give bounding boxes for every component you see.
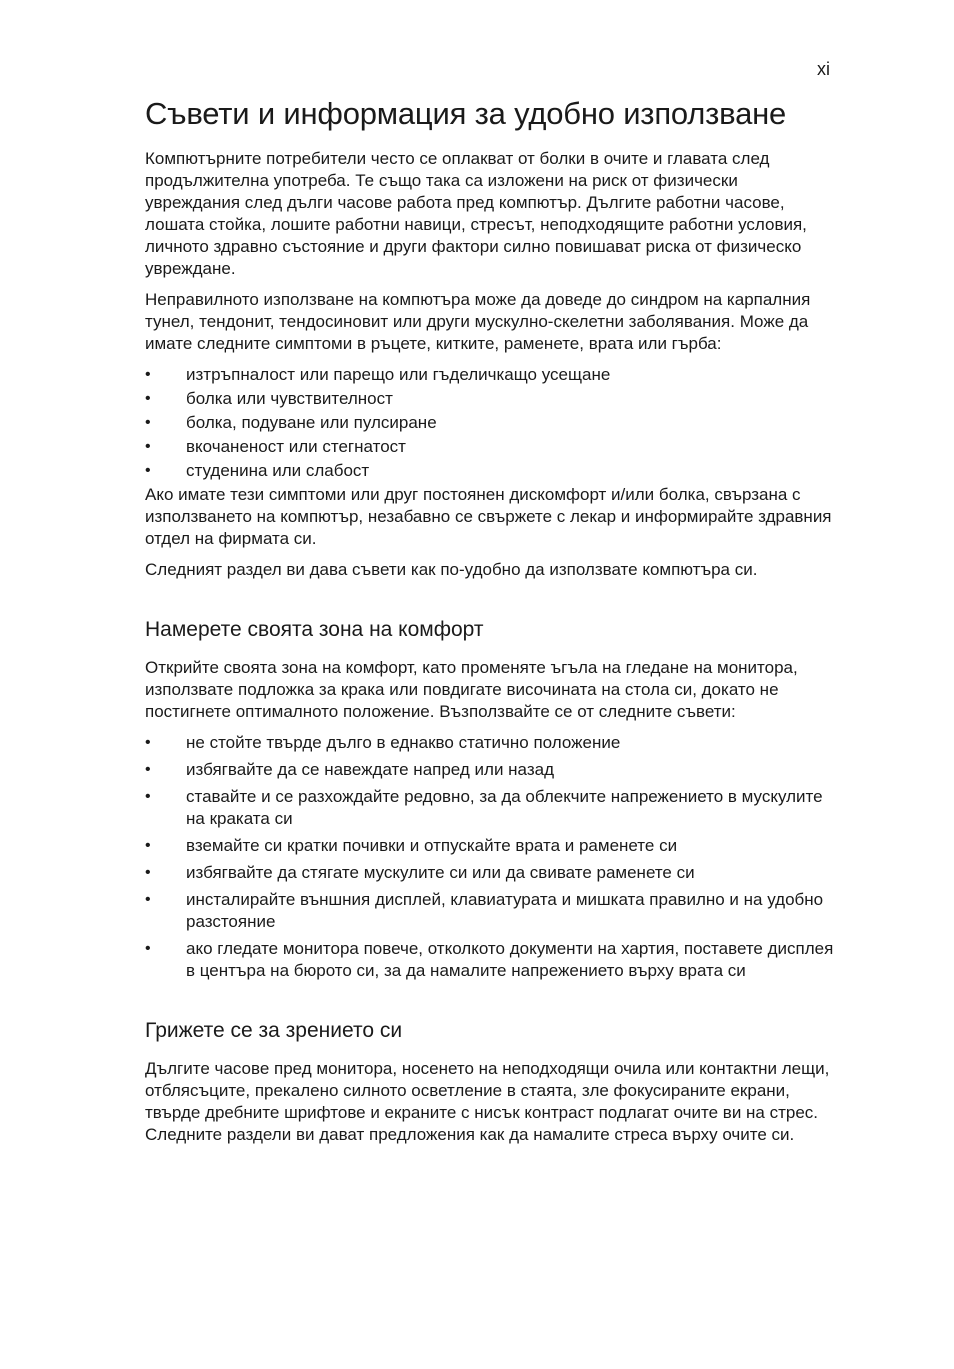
list-item xyxy=(145,835,835,857)
section-heading-comfort: Намерете своята зона на комфорт xyxy=(145,618,484,641)
list-item-text: избягвайте да стягате мускулите си или да свивате раменете си xyxy=(186,863,695,882)
list-item-text: изтръпналост или парещо или гъделичкащо усещане xyxy=(186,365,611,384)
bullet-icon: • xyxy=(145,414,151,431)
bullet-icon: • xyxy=(145,761,151,778)
page-title: Съвети и информация за удобно използване xyxy=(145,96,787,131)
list-item-text: болка, подуване или пулсиране xyxy=(186,413,437,432)
list-item-text: не стойте твърде дълго в еднакво статично положение xyxy=(186,733,621,752)
list-item-text: студенина или слабост xyxy=(186,461,370,480)
symptoms-list xyxy=(145,364,835,482)
page-number: xi xyxy=(817,59,830,79)
comfort-tips-list xyxy=(145,732,835,982)
bullet-icon: • xyxy=(145,788,151,805)
bullet-icon: • xyxy=(145,390,151,407)
section-heading-vision: Грижете се за зрението си xyxy=(145,1019,403,1042)
list-item xyxy=(145,862,835,884)
bullet-icon: • xyxy=(145,438,151,455)
list-item xyxy=(145,786,835,830)
list-item xyxy=(145,759,835,781)
comfort-paragraph: Открийте своята зона на комфорт, като променяте ъгъла на гледане на монитора, използвате подложка за крака или повдигате височината на стола си, докато не постигнете оптималното положение. Възползвайте се от следните съвети: xyxy=(145,658,798,721)
list-item xyxy=(145,364,835,386)
list-item-text: инсталирайте външния дисплей, клавиатурата и мишката правилно и на удобно разстояние xyxy=(186,890,824,931)
bullet-icon: • xyxy=(145,837,151,854)
intro-paragraph-4: Следният раздел ви дава съвети как по-удобно да използвате компютъра си. xyxy=(145,560,758,579)
document-body xyxy=(145,96,835,1155)
intro-paragraph-1: Компютърните потребители често се оплакват от болки в очите и главата след продължителна употреба. Те също така са изложени на риск от физически увреждания след дълги часове работа пред компютър. Дългите работни часове, лошата стойка, лошите работни навици, стресът, неподходящите работни условия, личното здравно състояние и други фактори силно повишават риска от физическо увреждане. xyxy=(145,149,807,278)
bullet-icon: • xyxy=(145,940,151,957)
bullet-icon: • xyxy=(145,734,151,751)
intro-paragraph-3: Ако имате тези симптоми или друг постоянен дискомфорт и/или болка, свързана с използването на компютър, незабавно се свържете с лекар и информирайте здравния отдел на фирмата си. xyxy=(145,485,832,548)
bullet-icon: • xyxy=(145,366,151,383)
bullet-icon: • xyxy=(145,891,151,908)
list-item-text: избягвайте да се навеждате напред или назад xyxy=(186,760,554,779)
list-item xyxy=(145,436,835,458)
list-item xyxy=(145,388,835,410)
list-item-text: болка или чувствителност xyxy=(186,389,393,408)
list-item xyxy=(145,412,835,434)
list-item-text: ставайте и се разхождайте редовно, за да облекчите напрежението в мускулите на краката си xyxy=(186,787,823,828)
intro-paragraph-2: Неправилното използване на компютъра може да доведе до синдром на карпалния тунел, тендонит, тендосиновит или други мускулно-скелетни заболявания. Може да имате следните симптоми в ръцете, китките, раменете, врата или гърба: xyxy=(145,290,811,353)
list-item xyxy=(145,460,835,482)
list-item-text: вземайте си кратки почивки и отпускайте врата и раменете си xyxy=(186,836,678,855)
list-item xyxy=(145,889,835,933)
list-item xyxy=(145,938,835,982)
bullet-icon: • xyxy=(145,462,151,479)
list-item xyxy=(145,732,835,754)
list-item-text: ако гледате монитора повече, отколкото документи на хартия, поставете дисплея в центъра на бюрото си, за да намалите напрежението върху врата си xyxy=(186,939,834,980)
list-item-text: вкочаненост или стегнатост xyxy=(186,437,406,456)
bullet-icon: • xyxy=(145,864,151,881)
vision-paragraph: Дългите часове пред монитора, носенето на неподходящи очила или контактни лещи, отблясъците, прекалено силното осветление в стаята, зле фокусираните екрани, твърде дребните шрифтове и екраните с нисък контраст подлагат очите ви на стрес. Следните раздели ви дават предложения как да намалите стреса върху очите си. xyxy=(145,1059,830,1144)
